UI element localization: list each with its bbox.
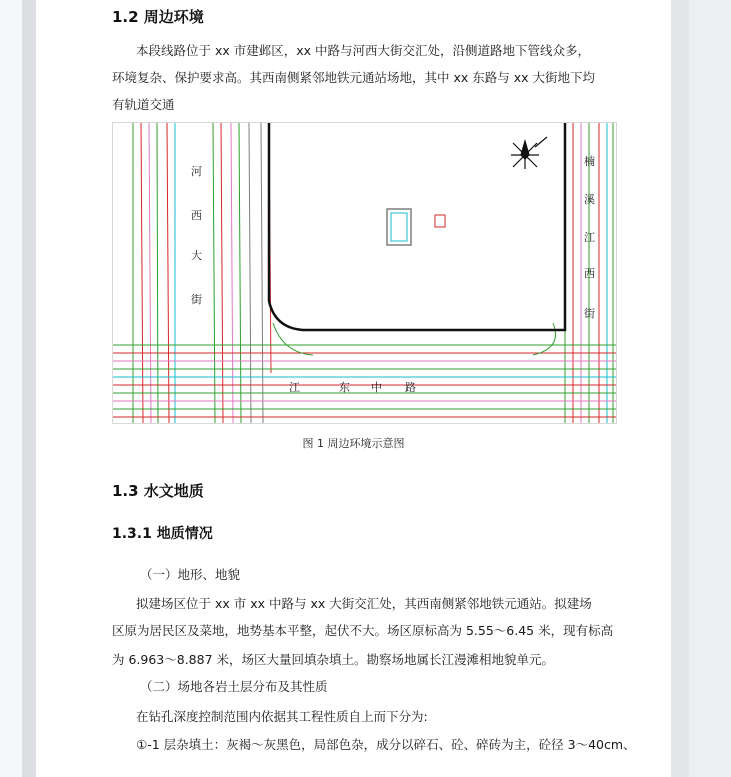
document-page [36,0,671,777]
subheading-terrain: （一）地形、地貌 [140,567,241,582]
section-heading-1-3: 1.3 水文地质 [112,482,204,500]
road-label-right-2: 溪 [584,194,595,206]
subheading-soil-layers: （二）场地各岩土层分布及其性质 [140,679,328,694]
section-heading-1-2: 1.2 周边环境 [112,8,204,26]
paragraph-line-2: 环境复杂、保护要求高。其西南侧紧邻地铁元通站场地，其中 xx 东路与 xx 大街地下均 [112,70,595,85]
paragraph-line-3: 有轨道交通 [112,97,175,112]
road-label-bottom-1: 江 [289,382,300,394]
road-label-right-1: 楠 [584,156,595,168]
page-shadow [671,0,689,777]
road-label-right-4: 西 [584,268,595,280]
road-label-bottom-3: 中 [371,382,382,394]
paragraph-line-1: 本段线路位于 xx 市建邺区，xx 中路与河西大街交汇处，沿侧道路地下管线众多， [136,43,591,58]
road-label-bottom-2: 东 [339,382,350,394]
road-label-left-2: 西 [191,210,202,222]
paragraph-line-5: 区原为居民区及菜地，地势基本平整，起伏不大。场区原标高为 5.55～6.45 米，现有标高 [112,623,614,638]
road-label-left-3: 大 [191,250,202,262]
paragraph-line-8: ①-1 层杂填土：灰褐～灰黑色，局部色杂，成分以碎石、砼、碎砖为主，砼径 3～40cm、 [136,737,636,752]
paragraph-line-4: 拟建场区位于 xx 市 xx 中路与 xx 大街交汇处，其西南侧紧邻地铁元通站。拟建场 [136,596,592,611]
site-plan-figure [112,122,617,424]
left-margin [0,0,36,777]
road-label-left-1: 河 [191,166,202,178]
paragraph-line-7: 在钻孔深度控制范围内依据其工程性质自上而下分为: [136,709,428,724]
figure-caption: 图 1 周边环境示意图 [302,437,405,450]
road-label-right-3: 江 [584,232,595,244]
right-margin [671,0,731,777]
subsection-heading-1-3-1: 1.3.1 地质情况 [112,526,213,542]
site-plan-drawing [113,123,616,423]
road-label-left-4: 街 [191,294,202,306]
paragraph-line-6: 为 6.963～8.887 米，场区大量回填杂填土。勘察场地属长江漫滩相地貌单元。 [112,652,555,667]
scrollbar-track[interactable] [22,0,36,777]
road-label-right-5: 街 [584,308,595,320]
road-label-bottom-4: 路 [405,382,416,394]
